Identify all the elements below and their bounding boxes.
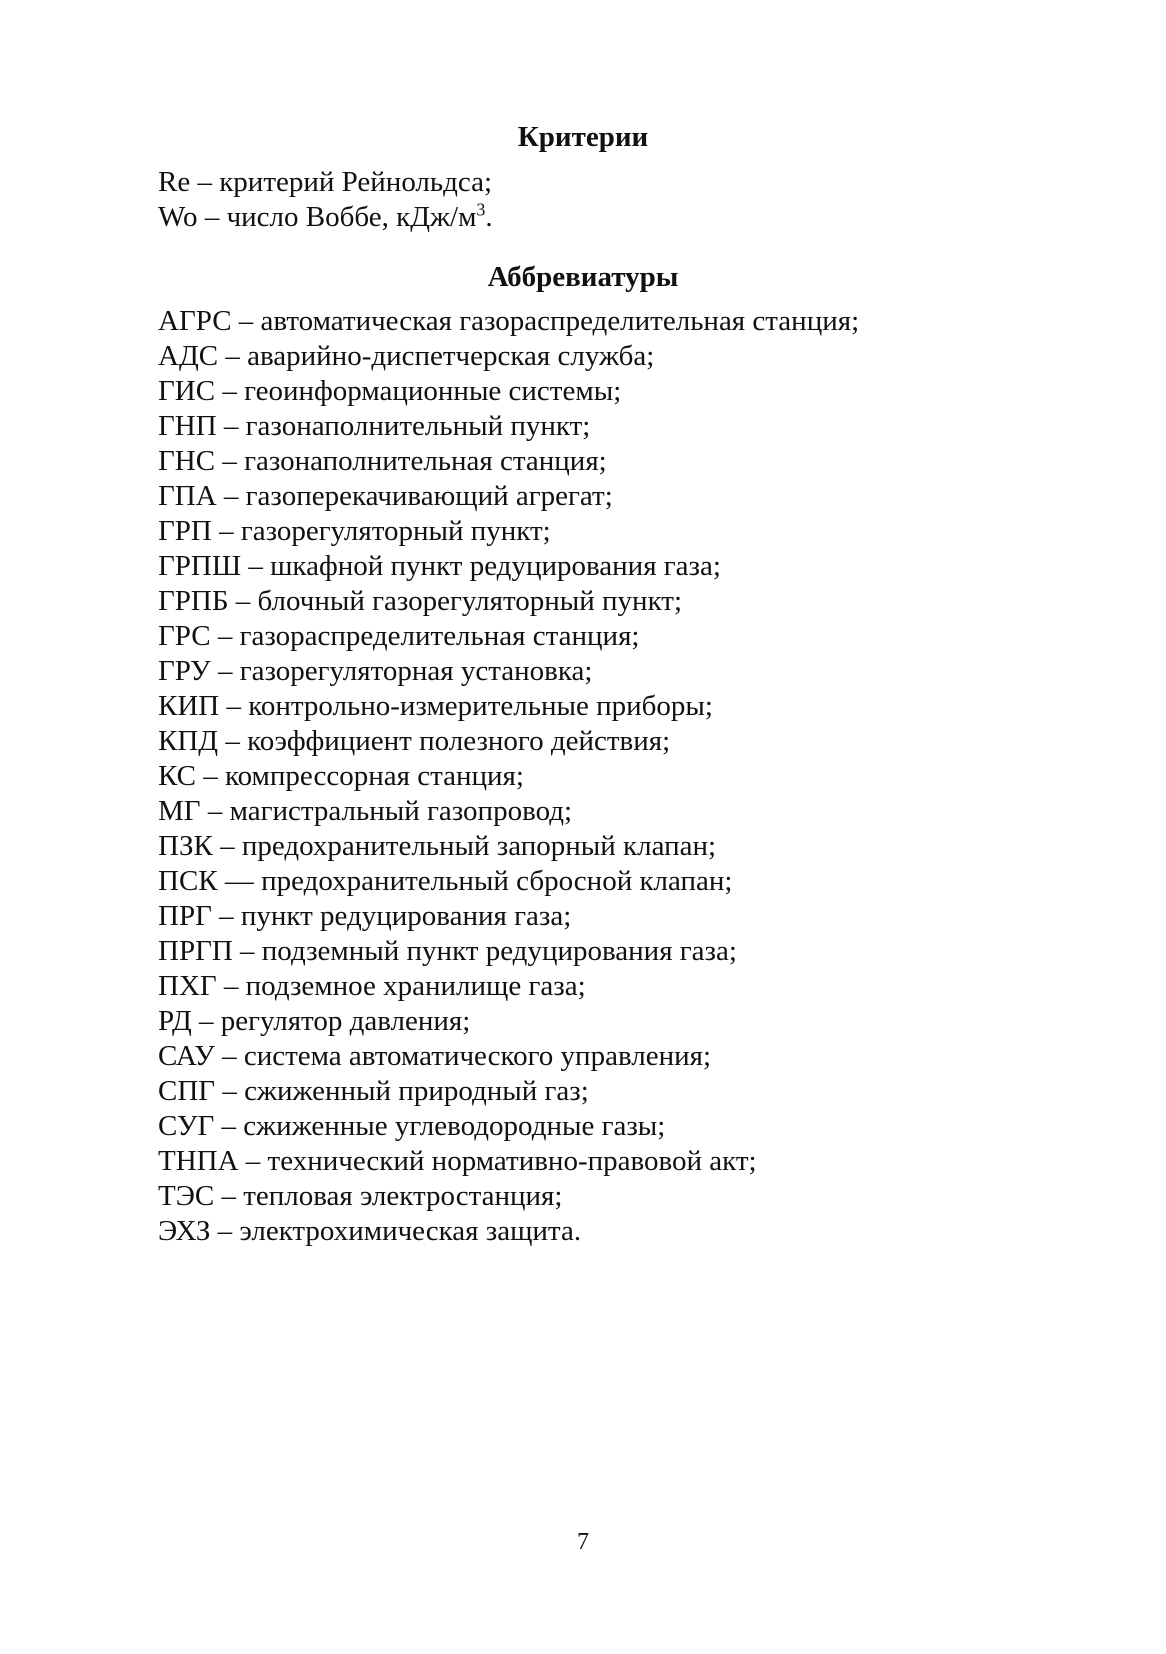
abbreviation-item: [158, 374, 859, 409]
abbreviation-item-term: ГРУ: [158, 655, 211, 687]
abbreviation-item-def: предохранительный сбросной клапан;: [261, 865, 733, 897]
criteria-item-sep: –: [197, 201, 227, 233]
abbreviation-item: [158, 584, 859, 619]
abbreviation-item-sep: –: [214, 1110, 244, 1142]
abbreviation-item-def: шкафной пункт редуцирования газа;: [270, 550, 721, 582]
criteria-item: [158, 200, 493, 235]
abbreviation-item: [158, 899, 859, 934]
abbreviation-item: [158, 304, 859, 339]
abbreviation-item-sep: –: [241, 550, 271, 582]
abbreviation-item: [158, 1039, 859, 1074]
abbreviation-item-term: САУ: [158, 1040, 215, 1072]
abbreviation-item-term: ПЗК: [158, 830, 213, 862]
criteria-item-term: Wo: [158, 201, 198, 233]
abbreviation-item-def: компрессорная станция;: [224, 760, 524, 792]
abbreviation-item: [158, 1214, 859, 1249]
abbreviation-item-def: регулятор давления;: [220, 1005, 471, 1037]
abbreviation-item-sep: –: [218, 725, 248, 757]
abbreviation-item-term: ГИС: [158, 375, 216, 407]
abbreviation-item-sep: –: [214, 1040, 244, 1072]
abbreviation-item-def: сжиженные углеводородные газы;: [243, 1110, 666, 1142]
abbreviation-item-term: ПРГП: [158, 935, 233, 967]
abbreviation-item-sep: –: [218, 340, 248, 372]
abbreviation-item: [158, 1179, 859, 1214]
abbreviation-item: [158, 514, 859, 549]
abbreviation-item-def: газорегуляторный пункт;: [240, 515, 551, 547]
abbreviation-item-sep: –: [215, 375, 245, 407]
abbreviation-item-term: ТЭС: [158, 1180, 215, 1212]
abbreviations-heading: Аббревиатуры: [487, 261, 679, 293]
abbreviation-item: [158, 689, 859, 724]
abbreviation-item-sep: –: [238, 1145, 268, 1177]
abbreviation-item-sep: –: [214, 1180, 244, 1212]
abbreviation-item-term: КПД: [158, 725, 219, 757]
abbreviation-item: [158, 339, 859, 374]
abbreviation-item-sep: –: [215, 1075, 245, 1107]
abbreviation-item-def: система автоматического управления;: [243, 1040, 712, 1072]
abbreviation-item-def: газоперекачивающий агрегат;: [245, 480, 613, 512]
abbreviation-item-term: ГРПШ: [158, 550, 242, 582]
abbreviation-item-term: ГРП: [158, 515, 212, 547]
abbreviation-item-def: газонаполнительный пункт;: [245, 410, 591, 442]
abbreviation-item-sep: –: [216, 480, 246, 512]
abbreviations-list: [158, 304, 859, 1249]
abbreviation-item-sep: –: [232, 935, 262, 967]
abbreviation-item-sep: –: [210, 620, 240, 652]
abbreviation-item-def: автоматическая газораспределительная станция;: [260, 305, 860, 337]
abbreviation-item-def: газорегуляторная установка;: [239, 655, 593, 687]
abbreviation-item-sep: –: [211, 515, 241, 547]
abbreviation-item: [158, 969, 859, 1004]
abbreviation-item-sep: —: [217, 865, 262, 897]
abbreviation-item-def: геоинформационные системы;: [244, 375, 622, 407]
criteria-item-tail: .: [485, 201, 493, 233]
abbreviation-item-def: коэффициент полезного действия;: [247, 725, 671, 757]
abbreviation-item-term: ГНП: [158, 410, 217, 442]
criteria-list: [158, 165, 493, 235]
abbreviation-item: [158, 759, 859, 794]
abbreviation-item: [158, 619, 859, 654]
abbreviation-item: [158, 864, 859, 899]
abbreviation-item-sep: –: [195, 760, 225, 792]
abbreviation-item-term: СПГ: [158, 1075, 216, 1107]
abbreviation-item: [158, 1004, 859, 1039]
abbreviation-item-def: электрохимическая защита.: [239, 1215, 582, 1247]
abbreviation-item-def: тепловая электростанция;: [243, 1180, 563, 1212]
abbreviation-item-term: МГ: [158, 795, 201, 827]
abbreviation-item-def: технический нормативно-правовой акт;: [267, 1145, 757, 1177]
criteria-item: [158, 165, 493, 200]
abbreviation-item-term: ГПА: [158, 480, 217, 512]
criteria-item-term: Re: [158, 166, 191, 198]
abbreviation-item-sep: –: [191, 1005, 221, 1037]
criteria-item-superscript: 3: [476, 199, 486, 220]
page-number: 7: [577, 1529, 589, 1555]
abbreviation-item: [158, 654, 859, 689]
abbreviation-item-term: КС: [158, 760, 196, 792]
abbreviation-item-sep: –: [216, 410, 246, 442]
abbreviation-item-sep: –: [210, 1215, 240, 1247]
abbreviation-item: [158, 1109, 859, 1144]
abbreviation-item: [158, 549, 859, 584]
abbreviation-item-def: газонаполнительная станция;: [244, 445, 607, 477]
abbreviation-item-term: ПСК: [158, 865, 218, 897]
criteria-item-def: критерий Рейнольдса;: [219, 166, 493, 198]
abbreviation-item-def: пункт редуцирования газа;: [240, 900, 572, 932]
abbreviation-item: [158, 724, 859, 759]
abbreviation-item-term: ПРГ: [158, 900, 212, 932]
abbreviation-item: [158, 794, 859, 829]
abbreviation-item-sep: –: [212, 830, 242, 862]
abbreviation-item-term: СУГ: [158, 1110, 215, 1142]
abbreviation-item: [158, 444, 859, 479]
abbreviation-item-def: подземный пункт редуцирования газа;: [261, 935, 737, 967]
abbreviation-item: [158, 829, 859, 864]
criteria-heading: Критерии: [517, 121, 649, 153]
criteria-item-sep: –: [190, 166, 220, 198]
abbreviation-item: [158, 1144, 859, 1179]
abbreviation-item-term: ГРПБ: [158, 585, 229, 617]
abbreviation-item-term: ГРС: [158, 620, 211, 652]
abbreviation-item-term: ГНС: [158, 445, 216, 477]
abbreviation-item-sep: –: [215, 445, 245, 477]
abbreviation-item-sep: –: [216, 970, 246, 1002]
abbreviation-item-sep: –: [200, 795, 230, 827]
abbreviation-item-sep: –: [228, 585, 258, 617]
abbreviation-item: [158, 479, 859, 514]
abbreviation-item-sep: –: [211, 900, 241, 932]
abbreviation-item-def: предохранительный запорный клапан;: [241, 830, 717, 862]
criteria-item-def: число Воббе, кДж/м: [226, 201, 477, 233]
abbreviation-item-sep: –: [210, 655, 240, 687]
abbreviation-item: [158, 934, 859, 969]
abbreviation-item-def: аварийно-диспетчерская служба;: [247, 340, 655, 372]
abbreviation-item-def: контрольно-измерительные приборы;: [248, 690, 713, 722]
abbreviation-item-term: ТНПА: [158, 1145, 239, 1177]
abbreviation-item: [158, 409, 859, 444]
abbreviation-item-term: РД: [158, 1005, 192, 1037]
abbreviation-item-def: подземное хранилище газа;: [245, 970, 586, 1002]
abbreviation-item-term: ЭХЗ: [158, 1215, 211, 1247]
abbreviation-item-term: АГРС: [158, 305, 232, 337]
abbreviation-item-term: АДС: [158, 340, 219, 372]
abbreviation-item-def: газораспределительная станция;: [239, 620, 640, 652]
abbreviation-item-term: ПХГ: [158, 970, 217, 1002]
abbreviation-item-sep: –: [231, 305, 261, 337]
abbreviation-item-def: магистральный газопровод;: [229, 795, 573, 827]
abbreviation-item-def: сжиженный природный газ;: [244, 1075, 589, 1107]
abbreviation-item-sep: –: [219, 690, 249, 722]
abbreviation-item: [158, 1074, 859, 1109]
abbreviation-item-term: КИП: [158, 690, 220, 722]
abbreviation-item-def: блочный газорегуляторный пункт;: [257, 585, 683, 617]
